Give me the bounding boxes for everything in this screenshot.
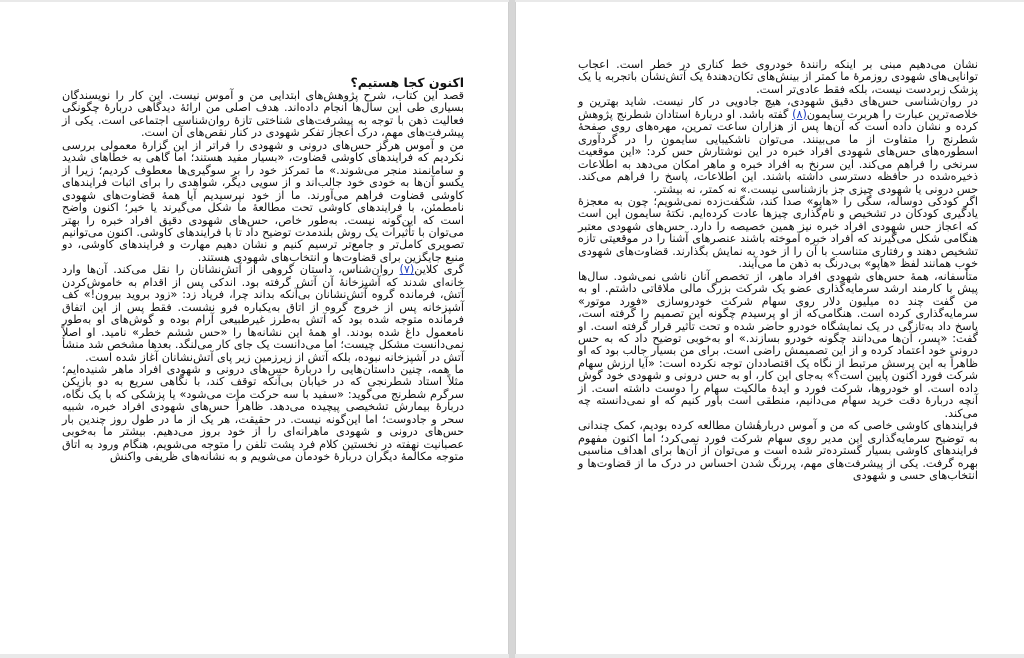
paragraph-text: گری کلاین(۷) روان‌شناس، داستان گروهی از آتش‌نشانان را نقل می‌کند. آن‌ها وارد خانه‌ای شدند که آشپزخانهٔ آن آتش گرفته بود. اندکی پس از اقدام به خاموش‌کردن آتش، فرمانده گروه آتش‌نشانان بی‌آنکه بداند چرا، فریاد زد: «زود بروید بیرون!» کف آشپزخانه پس از خروج گروه از اتاق به‌یکباره فرو نشست. فقط پس از این اتفاق فرمانده متوجه شده بود که آتش به‌طرز غیرطبیعی آرام بوده و گوش‌های او به‌طور نامعمول داغ شده بودند. او همهٔ این نشانه‌ها را «حس ششم خطر» نامید. او اصلاً نمی‌دانست مشکل چیست؛ اما می‌دانست یک جای کار می‌لنگد. بعدها مشخص شد منشأ آتش در آشپزخانه نبوده، بلکه آتش از زیرزمین زیر پای آتش‌نشانان آغاز شده است. bbox=[62, 263, 464, 364]
right-page-text-column bbox=[578, 59, 978, 482]
paragraph: ما همه، چنین داستان‌هایی را دربارهٔ حس‌های درونی و شهودی افراد ماهر شنیده‌ایم؛ مثلاً استاد شطرنجی که در خیابان بی‌آنکه توقف کند، با نگاهی سریع به دو بازیکن سرگرم شطرنج می‌گوید: «سفید با سه حرکت مات می‌شود» یا پزشکی که با یک نگاه، دربارهٔ بیمارش تشخیصی پیچیده می‌دهد. ظاهراً حس‌های شهودی افراد خبره، شبیه سحر و جادوست؛ اما این‌گونه نیست. در حقیقت، هر یک از ما در طول روز چندین بار حس‌های درونی و شهودی ماهرانه‌ای را از خود بروز می‌دهیم. بیشتر ما به‌خوبی عصبانیت نهفته در نخستین کلام فرد پشت تلفن را متوجه می‌شویم، هنگام ورود به اتاق متوجه مکالمهٔ دیگران دربارهٔ خودمان می‌شویم و به نشانه‌های ظریفی واکنش bbox=[62, 362, 464, 464]
paragraph: نشان می‌دهیم مبنی بر اینکه رانندهٔ خودروی خط کناری در خطر است. اعجاب توانایی‌های شهودی روزمرهٔ ما کمتر از بینش‌های تکان‌دهندهٔ یک آتش‌نشان باتجربه یا یک پزشک زبردست نیست، بلکه فقط عادی‌تر است. bbox=[578, 58, 978, 96]
paragraph bbox=[578, 96, 978, 196]
paragraph: اگر کودکی دوساله، سگی را «هاپو» صدا کند، شگفت‌زده نمی‌شویم؛ چون به معجزهٔ یادگیری کودکان در تشخیص و نام‌گذاری چیزها عادت کرده‌ایم. نکتهٔ سایمون این است که اعجاز حس شهودی افراد خبره نیز همین خصیصه را دارد. حس‌های شهودی معتبر هنگامی شکل می‌گیرند که افراد خبره آموخته باشند عنصرهای آشنا را در موقعیتی تازه تشخیص دهند و رفتاری متناسب با آن را از خود به نمایش بگذارند. قضاوت‌های شهودی خوب همانند لفظ «هاپو» بی‌درنگ به ذهن ما می‌آیند. bbox=[578, 194, 978, 271]
citation-link[interactable]: (۸) bbox=[792, 107, 807, 121]
paragraph bbox=[62, 264, 464, 364]
paragraph-text: در روان‌شناسی حس‌های دقیق شهودی، هیچ جادویی در کار نیست. شاید بهترین و خلاصه‌ترین عبارت را هربرت سایمون(۸) گفته باشد. او دربارهٔ استادان شطرنج پژوهش کرده و نشان داده است که آن‌ها پس از هزاران ساعت تمرین، مهره‌های روی صفحهٔ شطرنج را متفاوت از ما می‌بینند. می‌توان ناشکیبایی سایمون را در گردآوری اسطوره‌های حس‌های شهودی افراد خبره در این نوشتارش حس کرد: «این موقعیت سرنخی را فراهم می‌کند. این سرنخ به افراد خبره و ماهر امکان می‌دهد به اطلاعات ذخیره‌شده در حافظه دسترسی داشته باشند. این اطلاعات، پاسخ را فراهم می‌کند. حس درونی یا شهودی چیزی جز بازشناسی نیست.» نه کمتر، نه بیشتر. bbox=[578, 95, 978, 196]
paragraph: قصد این کتاب، شرح پژوهش‌های ابتدایی من و آموس نیست. این کار را نویسندگان بسیاری طی این سال‌ها انجام داده‌اند. هدف اصلی من ارائهٔ دیدگاهی دربارهٔ چگونگی فعالیت ذهن با توجه به پیشرفت‌های شناختی تازهٔ روان‌شناسی اجتماعی است. یکی از پیشرفت‌های مهم، درک اعجاز تفکر شهودی در کنار نقص‌های آن است. bbox=[62, 89, 464, 140]
paragraph: من و آموس هرگز حس‌های درونی و شهودی را فراتر از این گزارهٔ معمولی بررسی نکردیم که فرایندهای کاوشی قضاوت، «بسیار مفید هستند؛ اما گاهی به خطاهای شدید و سامانمند منجر می‌شوند.» ما تمرکز خود را بر سوگیری‌ها معطوف کردیم؛ زیرا از یکسو آن‌ها به خودی خود جالب‌اند و از سویی دیگر، شواهدی را برای اثبات فرایندهای کاوشی قضاوت فراهم می‌آورند. ما از خود نپرسیدیم آیا همهٔ قضاوت‌های شهودی نامطمئن، با فرایندهای کاوشی تحت مطالعهٔ ما شکل می‌گیرند یا خیر؛ اکنون واضح است که این‌گونه نیست. به‌طور خاص، حس‌های شهودی دقیق افراد خبره را بهتر می‌توان با تأثیرات یک روش بلندمدت توضیح داد تا با فرایندهای کاوشی. اکنون می‌توانیم تصویری کامل‌تر و جامع‌تر ترسیم کنیم و نشان دهیم مهارت و فرایندهای کاوشی، دو منبع جایگزین برای قضاوت‌ها و انتخاب‌های شهودی هستند. bbox=[62, 138, 464, 264]
left-page-text-column bbox=[62, 76, 464, 464]
paragraph: فرایندهای کاوشی خاصی که من و آموس دربارهٔشان مطالعه کرده بودیم، کمک چندانی به توضیح سرمایه‌گذاری این مدیر روی سهام شرکت فورد نمی‌کرد؛ اما اکنون مفهوم فرایندهای کاوشی بسیار گسترده‌تر شده است و می‌توان از آن‌ها برای اهداف مناسبی بهره گرفت. یکی از پیشرفت‌های مهم، پررنگ شدن احساس در درک ما از قضاوت‌ها و انتخاب‌های حسی و شهودی bbox=[578, 419, 978, 482]
section-heading: اکنون کجا هستیم؟ bbox=[350, 75, 464, 90]
paragraph: متأسفانه، همهٔ حس‌های شهودی افراد ماهر، از تخصص آنان ناشی نمی‌شود. سال‌ها پیش با کارمند ارشد سرمایه‌گذاری عضو یک شرکت بزرگ مالی ملاقاتی داشتم. او به من گفت چند ده میلیون دلار روی سهام شرکت خودروسازی «فورد موتور» سرمایه‌گذاری کرده است. هنگامی‌که از او پرسیدم چگونه این تصمیم را گرفته است، پاسخ داد به‌تازگی در یک نمایشگاه خودرو حاضر شده و تحت تأثیر قرار گرفته است. او گفت: «پسر، آن‌ها می‌دانند چگونه خودرو بسازند.» او به‌خوبی توضیح داد که به حس درونی خود اعتماد کرده و از این تصمیمش راضی است. برای من بسیار جالب بود که او ظاهراً به این پرسش مرتبط از نگاه یک اقتصاددان توجه نکرده است: «آیا ارزش سهام شرکت فورد اکنون پایین است؟» به‌جای این کار، او به حس درونی و شهودی خود گوش داده است. او خودروها، شرکت فورد و ایدهٔ مالکیت سهام را دوست داشته است. از آنچه دربارهٔ دقت خرید سهام می‌دانیم، منطقی است باور کنیم که او نمی‌دانسته چه می‌کند. bbox=[578, 269, 978, 420]
left-page bbox=[0, 2, 509, 654]
citation-link[interactable]: (۷) bbox=[399, 263, 415, 277]
right-page bbox=[515, 2, 1024, 654]
